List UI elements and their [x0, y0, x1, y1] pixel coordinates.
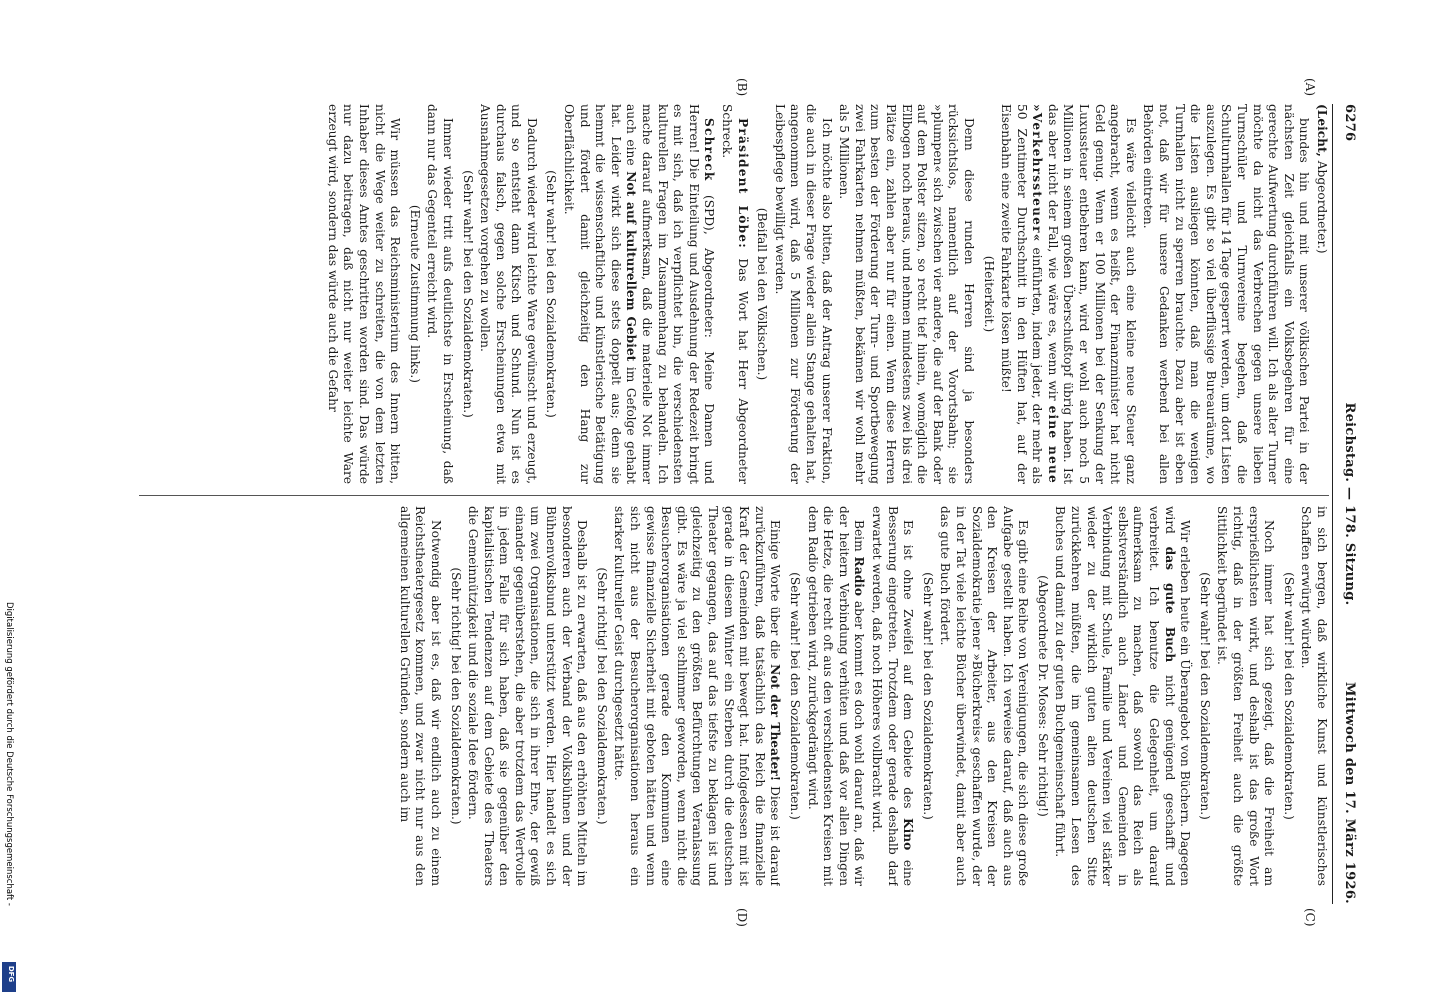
- margin-letter-b: (B): [735, 78, 749, 97]
- page-header: [1335, 104, 1359, 904]
- left-column: [139, 104, 1329, 484]
- dfg-logo-text: DFG: [7, 965, 16, 983]
- interjection: (Sehr wahr! bei den Sozialdemokraten.): [920, 572, 935, 820]
- text-run: im Gefolge gehabt hat. Leider wirkt sich diese stets doppelt aus; denn sie hemmt die wissenschaftliche und künstlerische Betätigung und fördert damit gleichzeitig den Hang zur Oberflächlichkeit.: [562, 104, 639, 484]
- paragraph: [1052, 506, 1192, 886]
- interjection: (Erneute Zustimmung links.): [407, 204, 422, 384]
- bold-phrase: Not auf kulturellem Gebiet: [624, 171, 639, 362]
- text-run: Einige Worte über die: [768, 520, 783, 660]
- margin-letter-c: (C): [1303, 908, 1317, 927]
- credit-text: Digitalisierung gefördert durch die Deutsche Forschungsgemeinschaft -: [4, 602, 14, 906]
- column-divider: [139, 495, 1329, 496]
- rotated-document-page: [129, 78, 1359, 927]
- speaker-name: Präsident Löbe:: [735, 118, 750, 249]
- interjection: (Sehr wahr! bei den Sozialdemokraten.): [1197, 572, 1212, 820]
- paragraph: [718, 104, 749, 484]
- bold-phrase: das gute Buch: [1162, 546, 1177, 663]
- bold-phrase: Not der Theater!: [768, 664, 783, 782]
- speaker-role: Abgeordneter.): [1315, 160, 1329, 254]
- paragraph: [868, 506, 915, 886]
- paragraph: Es gibt eine Reihe von Vereinigungen, die sich diese große Aufgabe gestellt haben. Ich verweise darauf, daß auch aus den Kreisen der Arbeiter, aus den Kreisen der Sozialdemokratie jener »Bücherkreis« geschaffen wurde, der in der Tat viele leichte Bücher überwindet, damit aber auch das gute Buch fördert.: [938, 506, 1031, 886]
- paragraph: Notwendig aber ist es, daß wir endlich auch zu einem Reichstheatergesetz kommen, und zwar nicht nur aus den allgemeinen kulturellen Gründen, sondern auch im: [397, 506, 443, 886]
- interjection: (Sehr richtig! bei den Sozialdemokraten.): [448, 567, 463, 825]
- text-run: aber kommt es doch wohl darauf an, daß wir der heitern Verbindung verhüten und daß vor allen Dingen die Hetze, die recht oft aus den verschiedensten Kreisen mit dem Radio getrieben wird, zurückgedrängt wird.: [805, 506, 867, 886]
- interjection: (Sehr richtig! bei den Sozialdemokraten.): [594, 567, 609, 825]
- interjection: (Beifall bei den Völkischen.): [755, 207, 770, 381]
- header-rule: [1332, 104, 1333, 904]
- session-date: Mittwoch den 17. März 1926.: [1342, 682, 1357, 904]
- paragraph: Denn diese runden Herren sind ja besonders rücksichtslos, namentlich auf der Vorortsbahn; sie »plumpen« sich zwischen vier andere, die auf der Bank oder auf dem Polster sitzen, so recht tief hinein, womöglich die Ellbogen noch heraus, und nehmen mindestens zwei bis drei Plätze ein, zahlen aber nur für einen. Wenn diese Herren zum besten der Förderung der Turn- und Sportbewegung zwei Fahrkarten nehmen müßten, bekämen wir wohl mehr als 5 Millionen.: [837, 104, 976, 484]
- paragraph: Noch immer hat sich gezeigt, daß die Freiheit am ersprießlichsten wirkt, und deshalb ist das große Wort richtig, daß in der größten Freiheit auch die größte Sittlichkeit begründet ist.: [1215, 506, 1277, 886]
- text-run: eine Besserung eingetreten. Trotzdem oder gerade deshalb darf erwartet werden, daß noch Höheres vollbracht wird.: [869, 506, 916, 886]
- text-run: Beim: [852, 520, 867, 552]
- interjection: (Sehr wahr! bei den Sozialdemokraten.): [1281, 572, 1296, 820]
- paragraph: Immer wieder tritt aufs deutlichste in Erscheinung, daß dann nur das Gegenteil erreicht wird.: [425, 104, 455, 484]
- paragraph: bundes hin und mit unserer völkischen Partei in der nächsten Zeit gleichfalls ein Volksbegehren für eine gerechte Aufwertung durchführen will. Ich als alter Turner möchte da nicht das Verbrechen gegen unsere lieben Turnschüler und Turnvereine begehen, daß die Schulturnhallen für 14 Tage gesperrt werden, um dort Listen auszulegen. Es gibt so viel überflüssige Bureauräume, wo die Listen ausliegen könnten, daß man die wenigen Turnhallen nicht zu sperren brauchte. Dazu aber ist eben not, daß wir für unsere Gedanken werbend bei allen Behörden eintreten.: [1141, 104, 1312, 484]
- dfg-logo-icon: [2, 962, 16, 992]
- margin-letter-d: (D): [735, 908, 749, 927]
- interjection: (Sehr wahr! bei den Sozialdemokraten.): [460, 170, 475, 418]
- text-run: Das Wort hat Herr Abgeordneter Schreck.: [720, 104, 750, 484]
- interjection: (Sehr wahr! bei den Sozialdemokraten.): [788, 572, 802, 820]
- paragraph: [561, 104, 717, 484]
- paragraph: Deshalb ist zu erwarten, daß aus den erhöhten Mitteln im besonderen auch der Verband der Volksbühnen und der Bühnenvolksbund unterstützt werden. Hier handelt es sich um zwei Organisationen, die sich in ihrer Ehre, der gewiß einander gegenüberstehen, die aber trotzdem das Wertvolle in jedem Falle für sich haben, daß sie gegenüber den kapitalistischen Tendenzen auf dem Gebiete des Theaters die Gemeinnützigkeit und die soziale Idee fördern.: [466, 506, 590, 886]
- page-title: Reichstag. — 178. Sitzung.: [1342, 402, 1357, 606]
- paragraph: Ich möchte also bitten, daß der Antrag unserer Fraktion, die auch in dieser Frage wieder allein Stange gehalten hat, angenommen wird, daß 5 Millionen zur Förderung der Leibespflege bewilligt werden.: [772, 104, 834, 484]
- interjection: (Abgeordnete Dr. Moses: Sehr richtig!): [1035, 575, 1050, 817]
- digitization-credit: [2, 0, 14, 1000]
- paragraph: [611, 506, 783, 886]
- paragraph: Dadurch wieder wird leichte Ware gewünscht und erzeugt, und so entsteht dann Kitsch und Schund. Nun ist es durchaus falsch, gegen solche Erscheinungen etwa mit Ausnahmegesetzen vorgehen zu wollen.: [478, 104, 539, 484]
- bold-phrase: eine neue »Verkehrssteuer«: [1030, 104, 1060, 484]
- bold-phrase: Kino: [901, 818, 916, 851]
- paragraph: [1313, 104, 1329, 484]
- text-run: Diese ist darauf zurückzuführen, daß tatsächlich das Reich die finanzielle Kraft der Gemeinden mit bewegt hat. Infolgedessen mit ist gerade in diesem Winter ein Sterben durch die deutschen Theater gegangen, das auf das tiefste zu beklagen ist und gleichzeitig zu den größten Befürchtungen Veranlassung gibt. Es wäre ja viel schlimmer geworden, wenn nicht die Besucherorganisationen gerade den Kommunen eine gewisse finanzielle Sicherheit mit geboten hätten und wenn sich nicht aus der Besucherorganisationen heraus ein starker kultureller Geist durchgesetzt hätte.: [612, 506, 783, 886]
- right-column: [139, 506, 1329, 886]
- paragraph: [804, 506, 866, 886]
- paragraph: Wir müssen das Reichsministerium des Innern bitten, nicht die Wege weiter zu schreiten, die von dem letzten Inhaber dieses Amtes geschritten worden sind. Das würde nur dazu beitragen, daß nicht nur weiter leichte Ware erzeugt wird, sondern das würde auch die Gefahr: [325, 104, 403, 484]
- speaker-name: (Leicht,: [1315, 104, 1329, 157]
- paragraph: in sich bergen, daß wirkliche Kunst und künstlerisches Schaffen erwürgt würden.: [1299, 506, 1329, 886]
- text-run: einführten, indem jeder, der mehr als 50 Zentimeter Durchschnitt in den Hüften hat, auf der Eisenbahn eine zweite Fahrkarte lösen müßte!: [999, 104, 1045, 484]
- text-run: Wir erleben heute ein Überangebot von Büchern. Dagegen wird: [1162, 506, 1193, 886]
- text-run: nicht genügend geschafft und verbreitet. Ich benutze die Gelegenheit, um darauf aufmerksam zu machen, daß sowohl das Reich als selbstverständlich auch Länder und Gemeinden in Verbindung mit Schule, Familie und Vereinen viel stärker wieder zu der wirklich guten alten deutschen Sitte zurückkehren müßten, die im gemeinsamen Lesen des Buches und damit zu der guten Buchgemeinschaft führt.: [1053, 506, 1177, 886]
- margin-letter-a: (A): [1303, 78, 1317, 97]
- speaker-name: Schreck: [702, 118, 717, 182]
- interjection: (Heiterkeit.): [981, 255, 996, 333]
- text-run: Es ist ohne Zweifel auf dem Gebiete des: [901, 520, 916, 809]
- page-number: 6276: [1342, 104, 1357, 142]
- paragraph: [998, 104, 1138, 484]
- text-run: Es wäre vielleicht auch eine kleine neue Steuer ganz angebracht, wenn es heißt, der Finanzminister hat nicht Geld genug. Wenn er 100 Millionen bei der Senkung der Luxussteuer entbehren kann, wird er wohl auch noch 5 Millionen in seinem großen Überschußtopf übrig haben. Ist das aber nicht der Fall, wie wäre es, wenn wir: [1045, 104, 1138, 484]
- bold-phrase: Radio: [852, 556, 867, 597]
- text-run: (SPD), Abgeordneter: Meine Damen und Herren! Die Einteilung und Ausdehnung der Redezeit bringt es mit sich, daß ich verpflichtet bin, die verschiedensten kulturellen Fragen im Zusammenhang zu behandeln. Ich mache darauf aufmerksam, daß die materielle Not immer auch eine: [624, 104, 717, 484]
- interjection: (Sehr wahr! bei den Sozialdemokraten.): [544, 170, 559, 418]
